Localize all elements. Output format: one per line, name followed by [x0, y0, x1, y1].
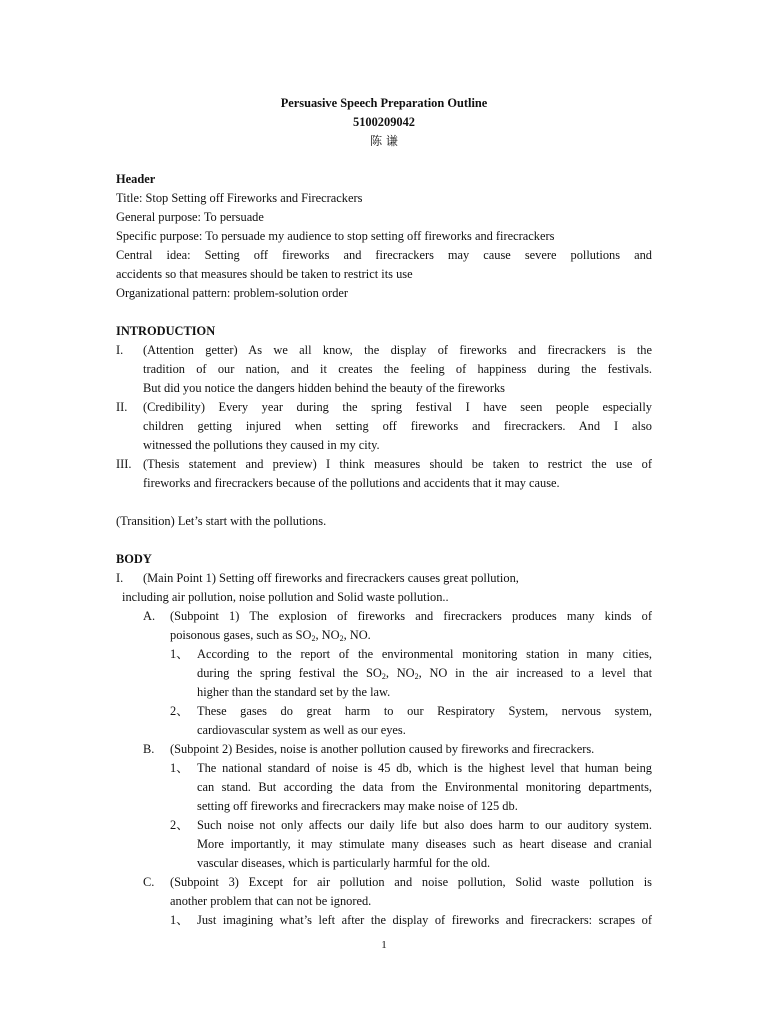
subpoint-a-detail-1-number: 1、: [170, 647, 189, 661]
subpoint-c-detail-1-number: 1、: [170, 913, 189, 927]
subpoint-b-detail-2-number: 2、: [170, 818, 189, 832]
body-heading: BODY: [116, 552, 152, 566]
student-id: 5100209042: [353, 115, 415, 129]
main-point-1-number: I.: [116, 571, 124, 585]
intro-item-iii-line-1: (Thesis statement and preview) I think measures should be taken to restrict the use of: [143, 457, 652, 471]
intro-item-ii-line-1: (Credibility) Every year during the spring festival I have seen people especially: [143, 400, 652, 414]
subpoint-a-line-1: (Subpoint 1) The explosion of fireworks and firecrackers produces many kinds of: [170, 609, 652, 623]
subpoint-b-number: B.: [143, 742, 155, 756]
speech-title: Title: Stop Setting off Fireworks and Firecrackers: [116, 191, 363, 205]
subpoint-a-detail-2-number: 2、: [170, 704, 189, 718]
subpoint-c-number: C.: [143, 875, 155, 889]
transition-text: (Transition) Let’s start with the pollutions.: [116, 514, 327, 528]
intro-item-ii-line-2: children getting injured when setting off fireworks and firecrackers. And I also: [143, 419, 652, 433]
subpoint-a-detail-1-line-3: higher than the standard set by the law.: [197, 685, 391, 699]
introduction-heading: INTRODUCTION: [116, 324, 216, 338]
intro-item-i-line-2: tradition of our nation, and it creates the feeling of happiness during the festivals.: [143, 362, 652, 376]
subpoint-b-detail-1-line-1: The national standard of noise is 45 db, which is the highest level that human being: [197, 761, 652, 775]
subpoint-a-detail-2-line-2: cardiovascular system as well as our eyes.: [197, 723, 406, 737]
general-purpose: General purpose: To persuade: [116, 210, 264, 224]
subpoint-b-detail-1-line-3: setting off fireworks and firecrackers may make noise of 125 db.: [197, 799, 518, 813]
intro-item-ii-number: II.: [116, 400, 128, 414]
subpoint-b-detail-1-line-2: can stand. But according the data from the Environmental monitoring departments,: [197, 780, 652, 794]
organizational-pattern: Organizational pattern: problem-solution order: [116, 286, 349, 300]
subpoint-c-detail-1-line-1: Just imagining what’s left after the display of fireworks and firecrackers: scrapes of: [197, 913, 652, 927]
intro-item-iii-number: III.: [116, 457, 132, 471]
subpoint-a-detail-2-line-1: These gases do great harm to our Respiratory System, nervous system,: [197, 704, 652, 718]
subpoint-b-line-1: (Subpoint 2) Besides, noise is another pollution caused by fireworks and firecrackers.: [170, 742, 595, 756]
subpoint-a-detail-1-line-1: According to the report of the environmental monitoring station in many cities,: [197, 647, 652, 661]
subpoint-b-detail-2-line-3: vascular diseases, which is particularly harmful for the old.: [197, 856, 491, 870]
subpoint-c-line-1: (Subpoint 3) Except for air pollution and noise pollution, Solid waste pollution is: [170, 875, 652, 889]
specific-purpose: Specific purpose: To persuade my audience to stop setting off fireworks and firecrackers: [116, 229, 555, 243]
subpoint-a-line-2: poisonous gases, such as $SO_2$, $NO_2$, NO.: [170, 628, 371, 643]
header-heading: Header: [116, 172, 156, 186]
subpoint-c-line-2: another problem that can not be ignored.: [170, 894, 372, 908]
subpoint-b-detail-2-line-1: Such noise not only affects our daily life but also does harm to our auditory system.: [197, 818, 652, 832]
subpoint-a-detail-1-line-2: during the spring festival the $SO_2$, $NO_2$, NO in the air increased to a level that: [197, 666, 653, 681]
intro-item-iii-line-2: fireworks and firecrackers because of the pollutions and accidents that it may cause.: [143, 476, 560, 490]
subpoint-a-number: A.: [143, 609, 156, 623]
intro-item-i-number: I.: [116, 343, 124, 357]
author-name: 陈 谦: [370, 134, 398, 148]
document-title: Persuasive Speech Preparation Outline: [280, 96, 488, 110]
intro-item-ii-line-3: witnessed the pollutions they caused in my city.: [143, 438, 380, 452]
main-point-1-line-2: including air pollution, noise pollution and Solid waste pollution..: [122, 590, 449, 604]
subpoint-b-detail-1-number: 1、: [170, 761, 189, 775]
intro-item-i-line-3: But did you notice the dangers hidden behind the beauty of the fireworks: [143, 381, 505, 395]
page-number: 1: [381, 939, 387, 951]
central-idea-line-1: Central idea: Setting off fireworks and firecrackers may cause severe pollutions and: [116, 248, 652, 262]
central-idea-line-2: accidents so that measures should be taken to restrict its use: [116, 267, 413, 281]
intro-item-i-line-1: (Attention getter) As we all know, the display of fireworks and firecrackers is the: [143, 343, 652, 357]
subpoint-b-detail-2-line-2: More importantly, it may stimulate many diseases such as heart disease and cranial: [197, 837, 652, 851]
main-point-1-line-1: (Main Point 1) Setting off fireworks and firecrackers causes great pollution,: [143, 571, 519, 585]
